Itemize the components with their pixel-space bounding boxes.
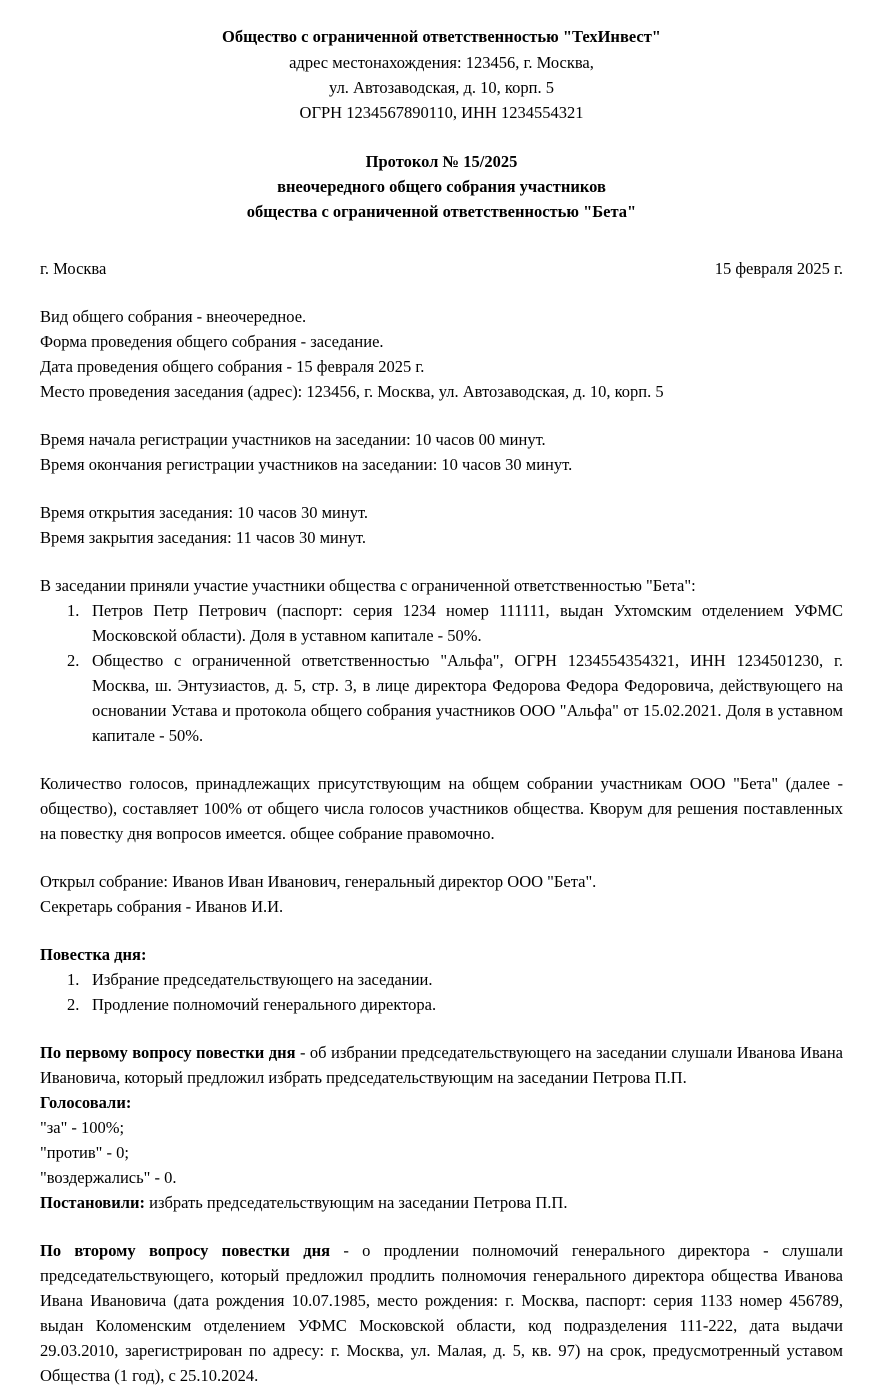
organization-header	[40, 24, 843, 125]
meeting-place: Место проведения заседания (адрес): 123456, г. Москва, ул. Автозаводская, д. 10, корп. 5	[40, 382, 664, 401]
registration-end-time: Время окончания регистрации участников на заседании: 10 часов 30 минут.	[40, 455, 573, 474]
agenda-list	[40, 967, 843, 1017]
meeting-info-block	[40, 304, 843, 404]
vote-for: "за" - 100%;	[40, 1118, 125, 1137]
organization-address-line-2: ул. Автозаводская, д. 10, корп. 5	[329, 78, 554, 97]
participants-list	[40, 598, 843, 748]
document-body	[40, 24, 843, 1388]
vote-against: "против" - 0;	[40, 1143, 129, 1162]
session-close-time: Время закрытия заседания: 11 часов 30 минут.	[40, 528, 367, 547]
meeting-date: Дата проведения общего собрания - 15 февраля 2025 г.	[40, 357, 425, 376]
question-one-body: - об избрании председательствующего на заседании слушали Иванова Ивана Ивановича, который предложил избрать председательствующим на заседании Петрова П.П.	[40, 1043, 843, 1087]
protocol-title	[40, 149, 843, 224]
organization-address-line-1: адрес местонахождения: 123456, г. Москва,	[289, 53, 594, 72]
protocol-number: Протокол № 15/2025	[365, 152, 518, 171]
question-one-voting-heading: Голосовали:	[40, 1093, 132, 1112]
list-item: Петров Петр Петрович (паспорт: серия 1234 номер 111111, выдан Ухтомским отделением УФМС Московской области). Доля в уставном капитале - 50%.	[92, 601, 843, 645]
registration-times-block	[40, 427, 843, 477]
question-two-body: - о продлении полномочий генерального директора - слушали председательствующего, который предложил продлить полномочия генерального директора общества Иванова Ивана Ивановича (дата рождения 10.07.1985, место рождения: г. Москва, паспорт: серия 1133 номер 456789, выдан Коломенским отделением УФМС Московской области, код подразделения 111-222, дата выдачи 29.03.2010, зарегистрирован по адресу: г. Москва, ул. Малая, д. 5, кв. 97) на срок, предусмотренный уставом Общества (1 год), с 25.10.2024.	[40, 1241, 843, 1385]
question-one-resolution-label: Постановили:	[40, 1193, 145, 1212]
quorum-block	[40, 771, 843, 846]
agenda-block	[40, 942, 843, 1017]
vote-abstained: "воздержались" - 0.	[40, 1168, 177, 1187]
meeting-form: Форма проведения общего собрания - заседание.	[40, 332, 384, 351]
registration-start-time: Время начала регистрации участников на заседании: 10 часов 00 минут.	[40, 430, 546, 449]
meeting-secretary: Секретарь собрания - Иванов И.И.	[40, 897, 284, 916]
list-item: Избрание председательствующего на заседании.	[92, 970, 433, 989]
list-item: Продление полномочий генерального директора.	[92, 995, 437, 1014]
question-one-lead: По первому вопросу повестки дня	[40, 1043, 296, 1062]
meeting-opened-by: Открыл собрание: Иванов Иван Иванович, генеральный директор ООО "Бета".	[40, 872, 597, 891]
officers-block	[40, 869, 843, 919]
question-two-block	[40, 1238, 843, 1388]
question-one-resolution	[40, 1190, 843, 1215]
organization-registration-ids: ОГРН 1234567890110, ИНН 1234554321	[299, 103, 584, 122]
protocol-subtitle-line-1: внеочередного общего собрания участников	[277, 177, 606, 196]
organization-name: Общество с ограниченной ответственностью "ТехИнвест"	[222, 27, 661, 46]
list-item: Общество с ограниченной ответственностью "Альфа", ОГРН 1234554354321, ИНН 1234501230, г. Москва, ш. Энтузиастов, д. 5, стр. 3, в лице директора Федорова Федора Федоровича, действующего на основании Устава и протокола общего собрания участников ООО "Альфа" от 15.02.2021. Доля в уставном капитале - 50%.	[92, 651, 843, 745]
agenda-heading: Повестка дня:	[40, 945, 147, 964]
place-and-date	[40, 257, 843, 281]
participants-block	[40, 573, 843, 748]
quorum-paragraph: Количество голосов, принадлежащих присутствующим на общем собрании участникам ООО "Бета" (далее - общество), составляет 100% от общего числа голосов участников общества. Кворум для решения поставленных на повестку дня вопросов имеется. общее собрание правомочно.	[40, 774, 843, 843]
question-two-paragraph	[40, 1238, 843, 1388]
question-two-lead: По второму вопросу повестки дня	[40, 1241, 331, 1260]
question-one-resolution-text: избрать председательствующим на заседании Петрова П.П.	[145, 1193, 568, 1212]
session-times-block	[40, 500, 843, 550]
participants-intro: В заседании приняли участие участники общества с ограниченной ответственностью "Бета":	[40, 576, 696, 595]
document-date: 15 февраля 2025 г.	[714, 259, 843, 278]
city-label: г. Москва	[40, 259, 107, 278]
session-open-time: Время открытия заседания: 10 часов 30 минут.	[40, 503, 369, 522]
meeting-kind: Вид общего собрания - внеочередное.	[40, 307, 307, 326]
protocol-subtitle-line-2: общества с ограниченной ответственностью "Бета"	[246, 202, 637, 221]
question-one-block	[40, 1040, 843, 1215]
question-one-paragraph	[40, 1040, 843, 1090]
